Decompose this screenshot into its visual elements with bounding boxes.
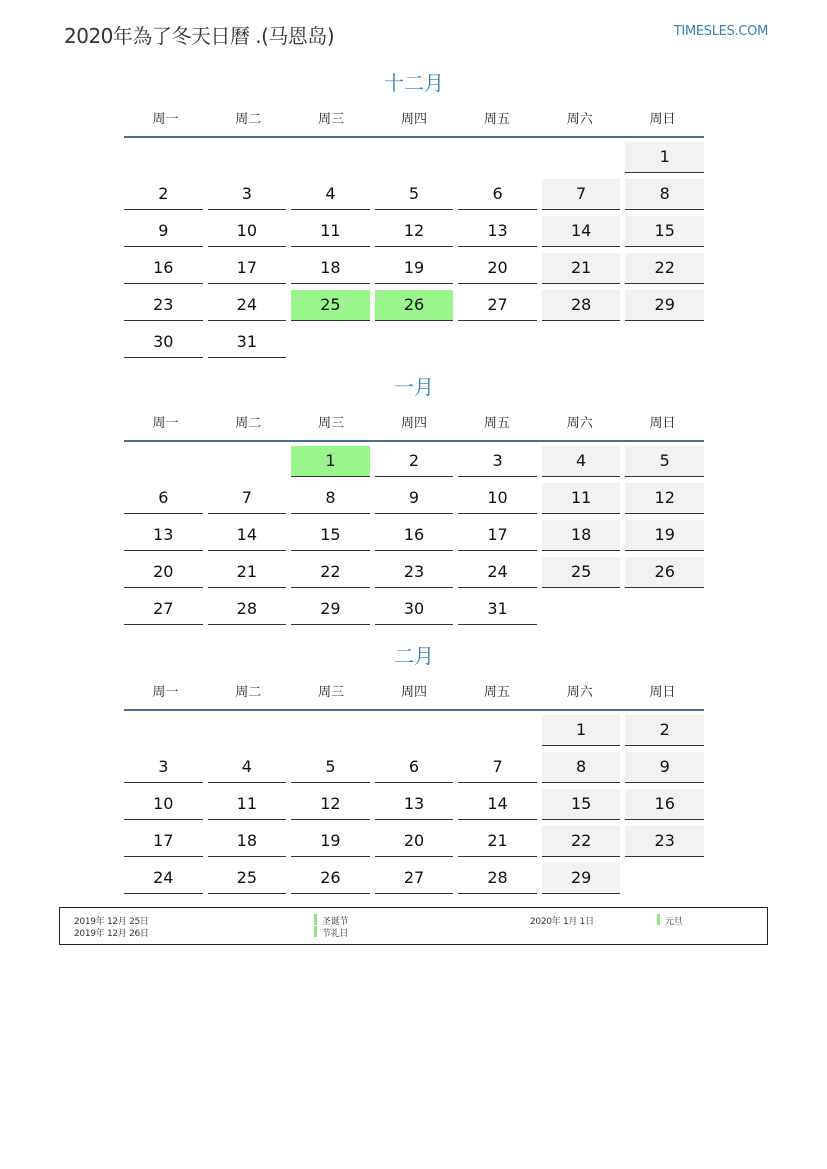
day-cell: 16 bbox=[625, 789, 704, 820]
weekday-label: 周六 bbox=[566, 111, 593, 127]
day-cell: 13 bbox=[458, 216, 537, 247]
month-february bbox=[124, 641, 704, 900]
empty-cell bbox=[291, 327, 370, 357]
day-cell: 25 bbox=[208, 863, 287, 894]
day-cell: 30 bbox=[375, 594, 454, 625]
day-cell: 24 bbox=[458, 557, 537, 588]
day-cell: 22 bbox=[291, 557, 370, 588]
empty-cell bbox=[291, 715, 370, 745]
empty-cell bbox=[542, 594, 621, 624]
holiday-marker bbox=[314, 926, 317, 937]
day-grid bbox=[124, 715, 704, 900]
weekday-label: 周一 bbox=[152, 415, 179, 431]
day-cell: 24 bbox=[124, 863, 203, 894]
day-cell: 26 bbox=[375, 290, 454, 321]
day-cell: 1 bbox=[625, 142, 704, 173]
day-cell: 31 bbox=[458, 594, 537, 625]
day-cell: 5 bbox=[625, 446, 704, 477]
day-cell: 8 bbox=[291, 483, 370, 514]
day-cell: 8 bbox=[625, 179, 704, 210]
day-cell: 28 bbox=[542, 290, 621, 321]
weekday-label: 周二 bbox=[235, 415, 262, 431]
day-cell: 26 bbox=[625, 557, 704, 588]
day-grid bbox=[124, 142, 704, 364]
weekday-label: 周五 bbox=[483, 415, 510, 431]
day-cell: 29 bbox=[291, 594, 370, 625]
day-cell: 12 bbox=[291, 789, 370, 820]
weekday-label: 周六 bbox=[566, 415, 593, 431]
day-cell: 1 bbox=[291, 446, 370, 477]
empty-cell bbox=[625, 327, 704, 357]
day-cell: 26 bbox=[291, 863, 370, 894]
day-cell: 25 bbox=[291, 290, 370, 321]
weekday-label: 周五 bbox=[483, 684, 510, 700]
holiday-legend bbox=[59, 907, 768, 945]
day-cell: 4 bbox=[208, 752, 287, 783]
weekday-label: 周三 bbox=[318, 111, 345, 127]
month-title: 二月 bbox=[394, 644, 434, 668]
day-cell: 20 bbox=[375, 826, 454, 857]
day-cell: 10 bbox=[124, 789, 203, 820]
day-cell: 12 bbox=[375, 216, 454, 247]
empty-cell bbox=[625, 594, 704, 624]
day-cell: 3 bbox=[124, 752, 203, 783]
day-cell: 11 bbox=[291, 216, 370, 247]
day-cell: 27 bbox=[375, 863, 454, 894]
day-cell: 17 bbox=[208, 253, 287, 284]
day-cell: 19 bbox=[291, 826, 370, 857]
day-cell: 7 bbox=[208, 483, 287, 514]
day-grid bbox=[124, 446, 704, 631]
day-cell: 2 bbox=[375, 446, 454, 477]
weekday-label: 周三 bbox=[318, 415, 345, 431]
day-cell: 19 bbox=[625, 520, 704, 551]
day-cell: 6 bbox=[375, 752, 454, 783]
day-cell: 4 bbox=[291, 179, 370, 210]
day-cell: 28 bbox=[208, 594, 287, 625]
empty-cell bbox=[542, 142, 621, 172]
empty-cell bbox=[208, 446, 287, 476]
weekday-label: 周二 bbox=[235, 111, 262, 127]
day-cell: 22 bbox=[625, 253, 704, 284]
weekday-label: 周日 bbox=[649, 415, 676, 431]
month-title: 十二月 bbox=[384, 71, 444, 95]
day-cell: 2 bbox=[124, 179, 203, 210]
weekday-header bbox=[124, 98, 704, 138]
day-cell: 20 bbox=[458, 253, 537, 284]
day-cell: 10 bbox=[208, 216, 287, 247]
day-cell: 9 bbox=[124, 216, 203, 247]
legend-holiday-name: 元旦 bbox=[665, 917, 683, 927]
day-cell: 13 bbox=[124, 520, 203, 551]
weekday-label: 周日 bbox=[649, 684, 676, 700]
legend-holiday-name: 节礼日 bbox=[322, 929, 349, 939]
day-cell: 24 bbox=[208, 290, 287, 321]
day-cell: 28 bbox=[458, 863, 537, 894]
day-cell: 29 bbox=[625, 290, 704, 321]
empty-cell bbox=[124, 446, 203, 476]
day-cell: 21 bbox=[208, 557, 287, 588]
day-cell: 10 bbox=[458, 483, 537, 514]
day-cell: 6 bbox=[124, 483, 203, 514]
day-cell: 15 bbox=[625, 216, 704, 247]
day-cell: 12 bbox=[625, 483, 704, 514]
empty-cell bbox=[458, 142, 537, 172]
weekday-label: 周日 bbox=[649, 111, 676, 127]
weekday-label: 周一 bbox=[152, 684, 179, 700]
day-cell: 13 bbox=[375, 789, 454, 820]
empty-cell bbox=[375, 715, 454, 745]
page-title: 2020年為了冬天日曆 .(马恩岛) bbox=[64, 24, 335, 48]
weekday-label: 周三 bbox=[318, 684, 345, 700]
day-cell: 16 bbox=[124, 253, 203, 284]
day-cell: 4 bbox=[542, 446, 621, 477]
day-cell: 16 bbox=[375, 520, 454, 551]
holiday-marker bbox=[657, 914, 660, 925]
legend-date: 2020年 1月 1日 bbox=[530, 917, 594, 927]
day-cell: 21 bbox=[542, 253, 621, 284]
day-cell: 3 bbox=[458, 446, 537, 477]
day-cell: 31 bbox=[208, 327, 287, 358]
day-cell: 14 bbox=[458, 789, 537, 820]
day-cell: 17 bbox=[124, 826, 203, 857]
empty-cell bbox=[208, 142, 287, 172]
day-cell: 9 bbox=[625, 752, 704, 783]
day-cell: 15 bbox=[291, 520, 370, 551]
day-cell: 21 bbox=[458, 826, 537, 857]
day-cell: 5 bbox=[291, 752, 370, 783]
day-cell: 17 bbox=[458, 520, 537, 551]
legend-holiday-name: 圣诞节 bbox=[322, 917, 349, 927]
weekday-label: 周二 bbox=[235, 684, 262, 700]
weekday-label: 周一 bbox=[152, 111, 179, 127]
day-cell: 9 bbox=[375, 483, 454, 514]
site-link[interactable]: TIMESLES.COM bbox=[673, 24, 768, 39]
day-cell: 3 bbox=[208, 179, 287, 210]
weekday-label: 周四 bbox=[400, 415, 427, 431]
day-cell: 23 bbox=[625, 826, 704, 857]
empty-cell bbox=[375, 142, 454, 172]
weekday-label: 周六 bbox=[566, 684, 593, 700]
empty-cell bbox=[291, 142, 370, 172]
day-cell: 29 bbox=[542, 863, 621, 894]
day-cell: 22 bbox=[542, 826, 621, 857]
day-cell: 8 bbox=[542, 752, 621, 783]
day-cell: 15 bbox=[542, 789, 621, 820]
weekday-header bbox=[124, 402, 704, 442]
month-title: 一月 bbox=[394, 375, 434, 399]
day-cell: 30 bbox=[124, 327, 203, 358]
day-cell: 27 bbox=[124, 594, 203, 625]
day-cell: 23 bbox=[375, 557, 454, 588]
day-cell: 11 bbox=[542, 483, 621, 514]
weekday-label: 周五 bbox=[483, 111, 510, 127]
day-cell: 14 bbox=[542, 216, 621, 247]
day-cell: 19 bbox=[375, 253, 454, 284]
day-cell: 18 bbox=[291, 253, 370, 284]
day-cell: 18 bbox=[542, 520, 621, 551]
empty-cell bbox=[625, 863, 704, 893]
empty-cell bbox=[124, 715, 203, 745]
weekday-label: 周四 bbox=[400, 684, 427, 700]
day-cell: 7 bbox=[458, 752, 537, 783]
empty-cell bbox=[458, 715, 537, 745]
day-cell: 23 bbox=[124, 290, 203, 321]
weekday-header bbox=[124, 671, 704, 711]
day-cell: 14 bbox=[208, 520, 287, 551]
empty-cell bbox=[458, 327, 537, 357]
day-cell: 25 bbox=[542, 557, 621, 588]
empty-cell bbox=[375, 327, 454, 357]
holiday-marker bbox=[314, 914, 317, 925]
day-cell: 18 bbox=[208, 826, 287, 857]
day-cell: 6 bbox=[458, 179, 537, 210]
weekday-label: 周四 bbox=[400, 111, 427, 127]
day-cell: 7 bbox=[542, 179, 621, 210]
day-cell: 2 bbox=[625, 715, 704, 746]
day-cell: 27 bbox=[458, 290, 537, 321]
month-december bbox=[124, 68, 704, 364]
empty-cell bbox=[124, 142, 203, 172]
empty-cell bbox=[208, 715, 287, 745]
legend-date: 2019年 12月 25日 bbox=[74, 917, 149, 927]
day-cell: 20 bbox=[124, 557, 203, 588]
day-cell: 11 bbox=[208, 789, 287, 820]
empty-cell bbox=[542, 327, 621, 357]
legend-date: 2019年 12月 26日 bbox=[74, 929, 149, 939]
day-cell: 1 bbox=[542, 715, 621, 746]
day-cell: 5 bbox=[375, 179, 454, 210]
month-january bbox=[124, 372, 704, 631]
